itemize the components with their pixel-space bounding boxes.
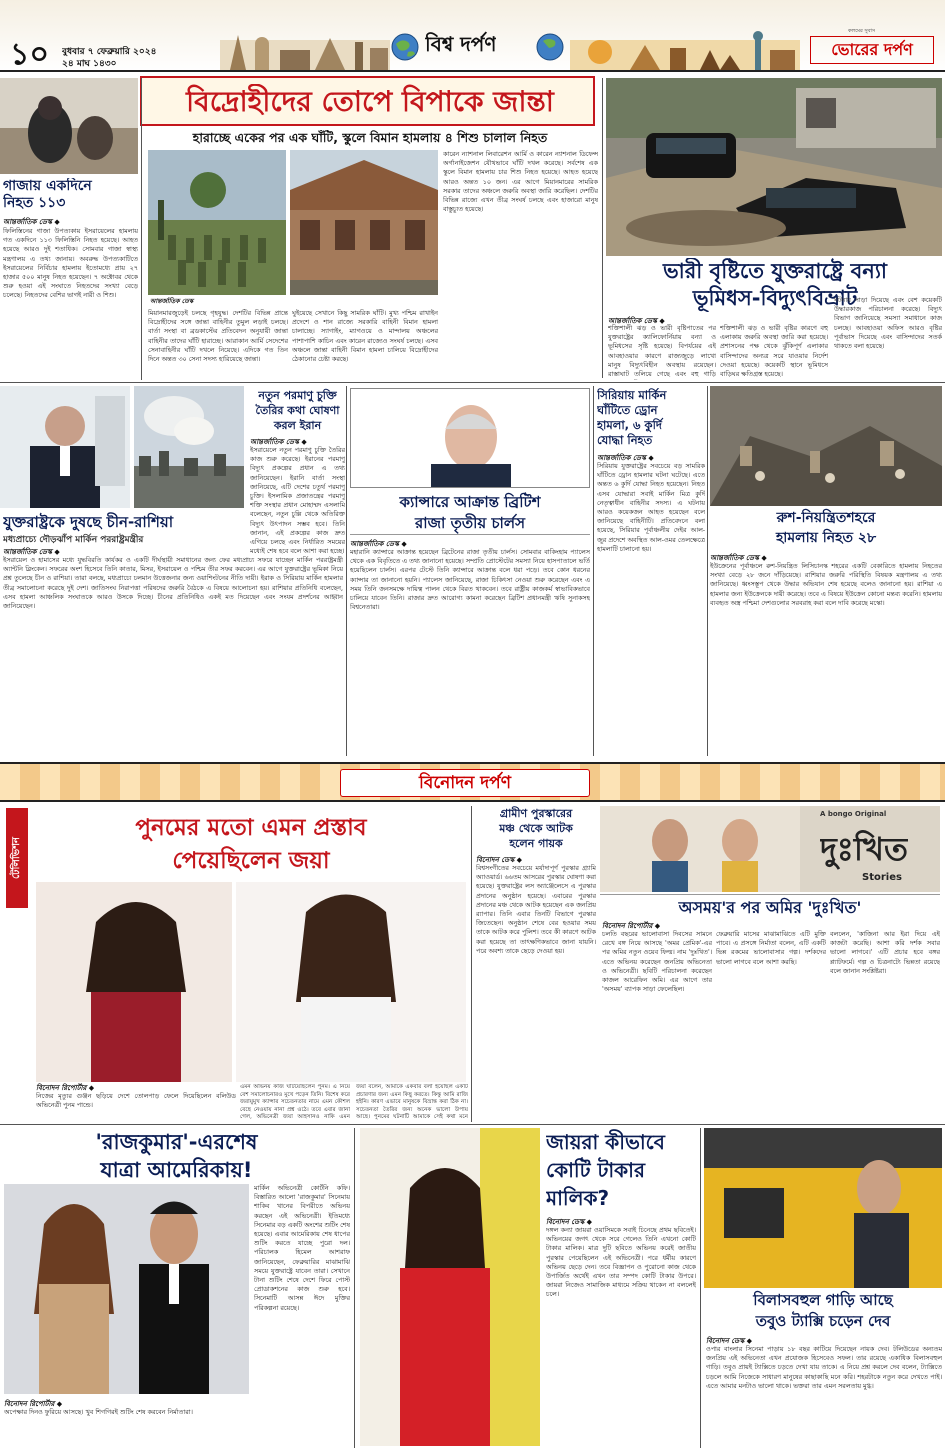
column-rule — [700, 1128, 701, 1448]
china-russia-body: ইসরায়েল ও হামাসের মধ্যে যুদ্ধবিরতি কার্যকর ও একটি দীর্ঘস্থায়ী সমাধানের জন্য ফের মধ্যপ্রাচ্য সফরে যাচ্ছেন মার্কিন পররাষ্ট্রমন্ত্রী অ্যান্টনি ব্লিংকেন। সফরের অংশ হিসেবে তিনি কাতার, মিসর, ইসরায়েল ও পশ্চিম তীর সফর করবেন। এর আগে যুক্তরাষ্ট্রের ভূমিকা নিয়ে প্রশ্ন তুলেছে চীন ও রাশিয়া। তারা বলছে, মধ্যপ্রাচ্যে চলমান উত্তেজনার জন্য ওয়াশিংটনের নীতি দায়ী। ইরাক ও সিরিয়ায় মার্কিন হামলার তীব্র সমালোচনা করেছে দুই দেশ। জাতিসংঘ নিরাপত্তা পরিষদের জরুরি বৈঠকে এ বিষয়ে আলোচনা হয়। রাশিয়ার প্রতিনিধি বলেছেন, এসব হামলা আঞ্চলিক সংঘাতকে আরও উসকে দিচ্ছে। চীনের প্রতিনিধিও একই মত দিয়েছেন এবং সংযম প্রদর্শনের আহ্বান জানিয়েছেন। — [3, 556, 343, 611]
lead-photo-caption: আন্তর্জাতিক ডেস্ক — [150, 298, 194, 305]
blinken-photo — [0, 386, 130, 508]
section-rule — [0, 382, 945, 383]
russia-byline: আন্তর্জাতিক ডেস্ক ◆ — [710, 554, 767, 562]
landmarks-right-illustration — [570, 30, 800, 70]
iran-headline: নতুন পরমাণু চুক্তি তৈরির কথা ঘোষণা করল ইরান — [255, 389, 340, 432]
flood-body-col1: শক্তিশালী ঝড় ও ভারী বৃষ্টিপাতের পর যুক্তরাষ্ট্রের ক্যালিফোর্নিয়ায় বন্যা ও ভূমিধসের সৃষ্টি হয়েছে। বিপর্যয়ের এই আবহাওয়ার কারণে রাজ্যজুড়ে লাখো মানুষ বিদ্যুৎবিহীন অবস্থায় রয়েছেন। রাস্তাঘাট তলিয়ে গেছে এবং বহু গাড়ি — [608, 324, 716, 379]
iran-photo — [134, 386, 244, 508]
singer-byline: বিনোদন ডেস্ক ◆ — [476, 856, 523, 864]
osomoy-body-col1: চলতি বছরের ভালোবাসা দিবসের সামনে রেখে বঙ্গ নিয়ে আসছে 'অমর প্রেমিক'-এর পর অমির নতুন ওয়েব ফিল্ম। নাম 'দুঃখিত'। এতে অভিনয় করেছেন জনপ্রিয় অভিনেতা ও অভিনেত্রী। ছবিটি পরিচালনা করেছেন কাজল আরেফিন অমি। এর আগে তার 'অসময়' ব্যাপক সাড়া ফেলেছিল। — [602, 930, 712, 994]
bongo-tag: A bongo Original — [820, 810, 887, 818]
poonam-body-col1: এমন অভিনয় কাজ ঘটিয়েছিলেন পুনম। এ নিয়ে বেশ সমালোচনারও মুখে পড়েন তিনি। বিশেষ করে জরায়ুমুখ ক্যান্সার সচেতনতার নামে এমন কৌশল বেছে নেওয়ায় নানা প্রশ্ন ওঠে। তবে এবার জানা গেল, অভিনেত্রী জয়া আহসানও নাকি এমন — [240, 1084, 350, 1120]
date-gregorian: বুধবার ৭ ফেব্রুয়ারি ২০২৪ — [62, 47, 157, 57]
column-rule — [593, 386, 594, 756]
syria-body: সিরিয়ায় যুক্তরাষ্ট্রের সবচেয়ে বড় সামরিক ঘাঁটিতে ড্রোন হামলার ঘটনা ঘটেছে। এতে অন্তত ৬ কুর্দি যোদ্ধা নিহত হয়েছেন। নিহত এসব যোদ্ধারা সবাই মার্কিন মিত্র কুর্দি নেতৃত্বাধীন বাহিনীর সদস্য। এ ঘটনায় আরও কয়েকজন আহত হয়েছেন বলে জানিয়েছে বাহিনীটি। প্রতিবেদনে বলা হয়েছে, সিরিয়ার পূর্বাঞ্চলীয় দেইর আল-জুর প্রদেশে অবস্থিত আল-ওমর তেলক্ষেত্রে হামলাটি চালানো হয়। — [597, 462, 705, 553]
lead-photo-soldiers — [148, 150, 286, 295]
charles-headline: ক্যান্সারে আক্রান্ত ব্রিটিশ রাজা তৃতীয় চার্লস — [350, 492, 590, 535]
lead-body-col3: কারেন ন্যাশনাল লিবারেশন আর্মি ও কারেন ন্যাশনাল ডিফেন্স অর্গানাইজেশন যৌথভাবে ঘাঁটি দখল করেছে। সর্বশেষ এক স্কুলে বিমান হামলায় চার শিশু নিহত হয়েছে। আহত হয়েছে আরও অন্তত ১০ জন। এর আগে মিয়ানমারের সামরিক সরকার তাদের অঞ্চলে জরুরি অবস্থা জারি করেছিল। দেশটির বিভিন্ন রাজ্যে এখন তীব্র সংঘর্ষ চলছে এবং হাজারো মানুষ বাস্তুচ্যুত হয়েছে। — [443, 150, 598, 214]
iran-body: ইসরায়েলে নতুন পরমাণু চুক্তি তৈরির কাজ শুরু করেছে। ইরানের পরমাণু বিদ্যুৎ প্রকল্পের প্রধান এ তথ্য জানিয়েছেন। ইরানি বার্তা সংস্থা জানিয়েছে, এটি দেশের চতুর্থ পরমাণু চুক্তি। ইসলামিক প্রজাতন্ত্রের পরমাণু শক্তি সংস্থার প্রধান মোহাম্মদ এসলামি বলেছেন, নতুন চুল্লি থেকে অতিরিক্ত বিদ্যুৎ উৎপাদন সম্ভব হবে। তিনি জানান, এই প্রকল্পের কাজ দ্রুত এগিয়ে চলছে এবং নির্ধারিত সময়ের মধ্যেই শেষ হবে বলে আশা করা হচ্ছে। — [250, 446, 345, 556]
gaza-photo — [0, 78, 138, 174]
lead-headline-box — [140, 76, 595, 126]
flood-body-col2: শক্তিশালী ঝড় ও ভারী বৃষ্টির কারণে বহু এলাকায় জরুরি অবস্থা জারি করা হয়েছে। প্রশাসনের পক্ষ থেকে ঝুঁকিপূর্ণ এলাকার বাসিন্দাদের অন্যত্র সরে যাওয়ার নির্দেশ দেওয়া হয়েছে। কয়েকটি স্থানে ভূমিধসে বাড়িঘর ক্ষতিগ্রস্ত হয়েছে। — [720, 324, 828, 379]
dev-photo — [704, 1128, 942, 1288]
russia-photo — [710, 386, 942, 506]
dev-headline: বিলাসবহুল গাড়ি আছে তবুও ট্যাক্সি চড়েন দেব — [753, 1291, 893, 1330]
russia-headline: রুশ-নিয়ন্ত্রিতশহরে হামলায় নিহত ২৮ — [775, 510, 877, 546]
section-title: বিশ্ব দর্পণ — [425, 32, 497, 56]
china-russia-byline: আন্তর্জাতিক ডেস্ক ◆ — [3, 548, 60, 556]
osomoy-byline: বিনোদন রিপোর্টার ◆ — [602, 922, 661, 930]
poonam-photo — [236, 882, 466, 1082]
poster-title: দুঃখিত — [820, 830, 909, 868]
zaira-photo — [360, 1128, 540, 1446]
entertainment-section-band — [0, 762, 945, 802]
syria-byline: আন্তর্জাতিক ডেস্ক ◆ — [597, 454, 654, 462]
rajkumar-body: মার্কিন অভিনেত্রী কোর্টনি কফি। বিস্তারিত আলো 'রাজকুমার' সিনেমায় শাকিব খানের বিপরীতে অভিনয় করছেন এই অভিনেত্রী। ইতিমধ্যে সিনেমার বড় একটি অংশের শুটিং শেষ হয়েছে। এবার আমেরিকায় শেষ ধাপের শুটিং করতে যাচ্ছে পুরো দল। পরিচালক হিমেল আশরাফ জানিয়েছেন, ফেব্রুয়ারির মাঝামাঝি সময়ে যুক্তরাষ্ট্রে যাবেন তারা। সেখানে টানা শুটিং শেষে দেশে ফিরে পোস্ট প্রোডাকশনের কাজ শুরু হবে। সিনেমাটি আসন্ন ঈদে মুক্তির পরিকল্পনা রয়েছে। — [254, 1184, 350, 1312]
landmarks-left-illustration — [220, 30, 390, 70]
lead-subhead: হারাচ্ছে একের পর এক ঘাঁটি, স্কুলে বিমান হামলায় ৪ শিশু চালাল নিহত — [192, 130, 548, 145]
flood-byline: আন্তর্জাতিক ডেস্ক ◆ — [608, 317, 665, 325]
column-rule — [602, 78, 603, 378]
zaira-byline: বিনোদন ডেস্ক ◆ — [546, 1218, 593, 1226]
osomoy-body-col2: ফেব্রুয়ারি মাসের মাঝামাঝিতে এটি মুক্তি পাবে। এ প্রসঙ্গে নির্মাতা বলেন, এটি একটি ভিন্ন রকমের ভালোবাসার গল্প। দর্শকদের ভালো লাগবে বলে আশা করছি। — [716, 930, 826, 966]
entertainment-section-title: বিনোদন দর্পণ — [340, 769, 590, 797]
russia-body: ইউক্রেনের পূর্বাঞ্চলে রুশ-নিয়ন্ত্রিত লিসিচানস্ক শহরের একটি বেকারিতে হামলায় নিহতের সংখ্যা বেড়ে ২৮ জনে দাঁড়িয়েছে। রাশিয়ার জরুরি পরিস্থিতি বিষয়ক মন্ত্রণালয় এ তথ্য জানিয়েছে। ধ্বংসস্তূপ থেকে উদ্ধার অভিযান শেষ হয়েছে বলেও জানানো হয়। রাশিয়া এ হামলার জন্য ইউক্রেনকে দায়ী করেছে। তবে এ বিষয়ে ইউক্রেন কোনো মন্তব্য করেনি। হামলায় ব্যবহৃত অস্ত্র পশ্চিমা দেশগুলোর সরবরাহ করা বলে দাবি করেছে মস্কো। — [710, 562, 942, 607]
column-rule — [141, 78, 142, 380]
page-number: ১০ — [10, 37, 49, 72]
singer-body: বিশ্বসংগীতের সবচেয়ে মর্যাদাপূর্ণ পুরস্কার গ্র্যামি অ্যাওয়ার্ড। ৬৬তম আসরের পুরস্কার ঘোষণা করা হয়েছে। যুক্তরাষ্ট্রের লস অ্যাঞ্জেলেসে এ পুরস্কার প্রদানের অনুষ্ঠান হয়েছে। এবারের পুরস্কার প্রদানের মঞ্চ থেকে আটক হয়েছেন এক জনপ্রিয় র‍্যাপার। তিনি এবার তিনটি বিভাগে পুরস্কার জিতেছেন। অনুষ্ঠান শেষে বের হওয়ার সময় তাকে আটক করে পুলিশ। তবে কী কারণে আটক করা হয়েছে তা তাৎক্ষণিকভাবে জানা যায়নি। পরে অবশ্য তাকে ছেড়ে দেওয়া হয়। — [476, 864, 596, 955]
rajkumar-byline: বিনোদন রিপোর্টার ◆ — [4, 1400, 63, 1408]
date-bengali: ২৪ মাঘ ১৪৩০ — [62, 59, 117, 69]
gaza-headline: গাজায় একদিনে নিহত ১১৩ — [3, 178, 92, 211]
globe-icon — [390, 32, 420, 62]
zaira-body: দঙ্গল কন্যা জায়রা ওয়াসিমকে সবাই চিনেছে প্রথম ছবিতেই। অভিনয়ের জগৎ থেকে সরে গেলেও তিনি এখনো কোটি টাকার মালিক। মাত্র দুটি ছবিতে অভিনয় করেই জাতীয় পুরস্কার পেয়েছিলেন এই অভিনেত্রী। পরে ধর্মীয় কারণে অভিনয় ছেড়ে দেন। তবে বিজ্ঞাপন ও পুরোনো কাজ থেকে উপার্জিত অর্থেই এখন তার সম্পদ কোটি টাকার উপরে। জায়রা নিজেও সামাজিক মাধ্যমে সক্রিয় থাকেন না বললেই চলে। — [546, 1226, 696, 1299]
zaira-headline: জায়রা কীভাবে কোটি টাকার মালিক? — [546, 1130, 665, 1210]
poster-credit: Stories — [862, 872, 902, 883]
poonam-body-col2: জয়া বলেন, আমাকে একবার বলা হয়েছিল একটি প্রচারণার জন্য এমন কিছু করতে। কিন্তু আমি রাজি হইনি। কারণ এভাবে মানুষকে বিভ্রান্ত করা ঠিক না। সচেতনতা তৈরির জন্য অনেক ভালো উপায় আছে। পুনমের ঘটনাটি আমাকে সেই কথা মনে — [356, 1084, 468, 1120]
singer-headline: গ্রামীণ পুরস্কারের মঞ্চ থেকে আটক হলেন গায়ক — [499, 807, 573, 850]
column-rule — [354, 1128, 355, 1448]
iran-byline: আন্তর্জাতিক ডেস্ক ◆ — [250, 438, 307, 446]
jaya-photo — [36, 882, 232, 1082]
column-rule — [471, 806, 472, 1122]
china-russia-subhead: মধ্যপ্রাচ্যে দৌড়ঝাঁপ মার্কিন পররাষ্ট্রমন্ত্রীর — [3, 535, 144, 545]
gaza-byline: আন্তর্জাতিক ডেস্ক ◆ — [3, 218, 60, 226]
column-rule — [707, 386, 708, 756]
date-line — [62, 46, 156, 70]
masthead — [0, 0, 945, 72]
gaza-body: ফিলিস্তিনের গাজা উপত্যকায় ইসরায়েলের হামলায় গত একদিনে ১১৩ ফিলিস্তিনি নিহত হয়েছে। আহত হয়েছে আরও দুই শতাধিক। সোমবার গাজা স্বাস্থ্য মন্ত্রণালয় এ তথ্য জানায়। অবরুদ্ধ উপত্যকাটিতে ইসরায়েলের নির্বিচার হামলায় ইতোমধ্যে প্রায় ২৭ হাজার ৫০০ মানুষ নিহত হয়েছেন। ৭ অক্টোবর থেকে শুরু হওয়া এই সংঘাতে নিহতদের সংখ্যা বেড়ে চলেছে। নিহতদের বেশির ভাগই নারী ও শিশু। — [3, 227, 138, 300]
poonam-headline: পুনমের মতো এমন প্রস্তাব পেয়েছিলেন জয়া — [135, 815, 367, 874]
lead-headline: বিদ্রোহীদের তোপে বিপাকে জান্তা — [186, 85, 554, 118]
osomoy-body-col3: বললেন, 'কাজিনা আর ইরা দিয়ে এই কাজটা করেছি। আশা করি দর্শক সবার ভালো লাগবে।' এটি প্রচার হবে বঙ্গর প্ল্যাটফর্মে। গল্প ও চিত্রনাট্যে ভিন্নতা রয়েছে বলে জানান সংশ্লিষ্টরা। — [830, 930, 940, 975]
tv-side-label: টেলিভিশন — [6, 808, 28, 908]
column-rule — [346, 386, 347, 756]
dev-body: ওপার বাংলার সিনেমা পাড়ায় ১৮ বছর কাটিয়ে দিয়েছেন নায়ক দেব। টলিউডের অন্যতম জনপ্রিয় এই অভিনেতা এখন প্রযোজক হিসেবেও সফল। তার রয়েছে একাধিক বিলাসবহুল গাড়ি। তবুও প্রায়ই ট্যাক্সিতে চড়তে দেখা যায় তাকে। এ নিয়ে প্রশ্ন করলে দেব বলেন, ট্যাক্সিতে চড়লে আমি নিজেকে সাধারণ মানুষের কাছাকাছি মনে করি। শহরটাকে নতুন করে দেখতে পাই। এতে আমার মনটাও ভালো থাকে। ভক্তরা তার এমন সরলতায় মুগ্ধ। — [706, 1345, 942, 1390]
lead-body-col2: ঘুইয়েছে সেখানে কিছু সামরিক ঘাঁটি। মুখ্য পশ্চিম রাখাইন প্রদেশে ও শান রাজ্যে সরকারি বাহিনী বিমান হামলা চালাচ্ছে। স্যাগাইং, ম্যাগওয়ে ও মান্দালয় অঞ্চলের পাশাপাশি কাচিন এবং কারেন রাজ্যেও সংঘর্ষ চলছে। এসব অঞ্চলে জান্তা বাহিনী বিমান হামলা চালিয়ে বিদ্রোহীদের ঠেকানোর চেষ্টা করছে। — [292, 309, 438, 364]
poonam-caption: নিজের মৃত্যুর গুঞ্জন ছড়িয়ে দেশে তোলপাড় ফেলে দিয়েছিলেন বলিউড অভিনেত্রী পুনম পান্ডে। — [36, 1092, 236, 1110]
syria-headline: সিরিয়ায় মার্কিন ঘাঁটিতে ড্রোন হামলা, ৬ কুর্দি যোদ্ধা নিহত — [597, 388, 667, 447]
rajkumar-body2: অপেক্ষার দিনও ফুরিয়ে আসছে। খুব শিগগিরই শুটিং শেষ করবেন নির্মাতারা। — [4, 1408, 193, 1416]
flood-headline: ভারী বৃষ্টিতে যুক্তরাষ্ট্রে বন্যা ভূমিধস-বিদ্যুৎবিভ্রাট — [662, 259, 888, 310]
charles-body: মহারানি ক্যান্সারে আক্রান্ত হয়েছেন ব্রিটেনের রাজা তৃতীয় চার্লস। সোমবার বাকিংহাম প্যালেস থেকে এক বিবৃতিতে এ তথ্য জানানো হয়েছে। সম্প্রতি প্রোস্টেটের সমস্যা নিয়ে হাসপাতালে ভর্তি হয়েছিলেন চার্লস। এরপর টেস্টে তিনি ক্যান্সারে আক্রান্ত বলে ধরা পড়ে। তবে কোন ধরনের ক্যান্সার তা জানানো হয়নি। প্যালেস জানিয়েছে, রাজা চিকিৎসা নেওয়া শুরু করেছেন এবং এ সময় তিনি জনসমক্ষে দায়িত্ব পালন থেকে বিরত থাকবেন। তবে রাষ্ট্রীয় কাজকর্ম স্বাভাবিকভাবে চালিয়ে যাবেন তিনি। রাজার দ্রুত আরোগ্য কামনা করেছেন ব্রিটিশ প্রধানমন্ত্রী ঋষি সুনাকসহ বিশ্বনেতারা। — [350, 548, 590, 612]
charles-byline: আন্তর্জাতিক ডেস্ক ◆ — [350, 540, 407, 548]
flood-body-col3: ঘটনায় সাড়া দিয়েছে এবং বেশ কয়েকটি উদ্ধারকাজ পরিচালনা করেছে। বিদ্যুৎ বিভাগ জানিয়েছে সমস্যা সমাধানে কাজ চলছে। আবহাওয়া অফিস আরও বৃষ্টির পূর্বাভাস দিয়েছে এবং বাসিন্দাদের সতর্ক থাকতে বলা হয়েছে। — [834, 296, 942, 351]
dev-byline: বিনোদন ডেস্ক ◆ — [706, 1337, 753, 1345]
section-rule — [0, 1124, 945, 1125]
charles-photo — [350, 388, 590, 488]
flood-photo — [606, 78, 942, 256]
lead-body-col1: মিয়ানমারজুড়েই চলছে গৃহযুদ্ধ। দেশটির বিভিন্ন প্রান্তে বিদ্রোহীদের সঙ্গে জান্তা বাহিনীর তুমুল লড়াই চলছে। বার্তা সংস্থা বা ব্রডকাস্টের প্রতিবেদন অনুযায়ী জান্তা বাহিনীর তাদের ঘাঁটি হারাচ্ছে। আরাকান আর্মি সেদেশের সেনাবাহিনীর ঘাঁটি দখলে নিয়েছে। এদিকে গত তিন দিনে অন্তত ৩০ সেনা সদস্য হারিয়েছে জান্তা। — [148, 309, 288, 364]
osomoy-headline: অসময়'র পর অমির 'দুঃখিত' — [600, 894, 940, 919]
rajkumar-photo — [4, 1184, 249, 1394]
china-russia-headline: যুক্তরাষ্ট্রকে দুষছে চীন-রাশিয়া — [3, 513, 174, 531]
globe-icon-right — [535, 32, 565, 62]
lead-photo-school — [290, 150, 438, 295]
dukkhito-poster — [600, 806, 940, 892]
poonam-byline: বিনোদন রিপোর্টার ◆ — [36, 1084, 95, 1092]
brand-tagline: কলমের সুবাস — [848, 28, 876, 34]
rajkumar-headline: 'রাজকুমার'-এরশেষ যাত্রা আমেরিকায়! — [95, 1130, 258, 1182]
newspaper-brand: ভোরের দর্পণ — [810, 36, 934, 64]
